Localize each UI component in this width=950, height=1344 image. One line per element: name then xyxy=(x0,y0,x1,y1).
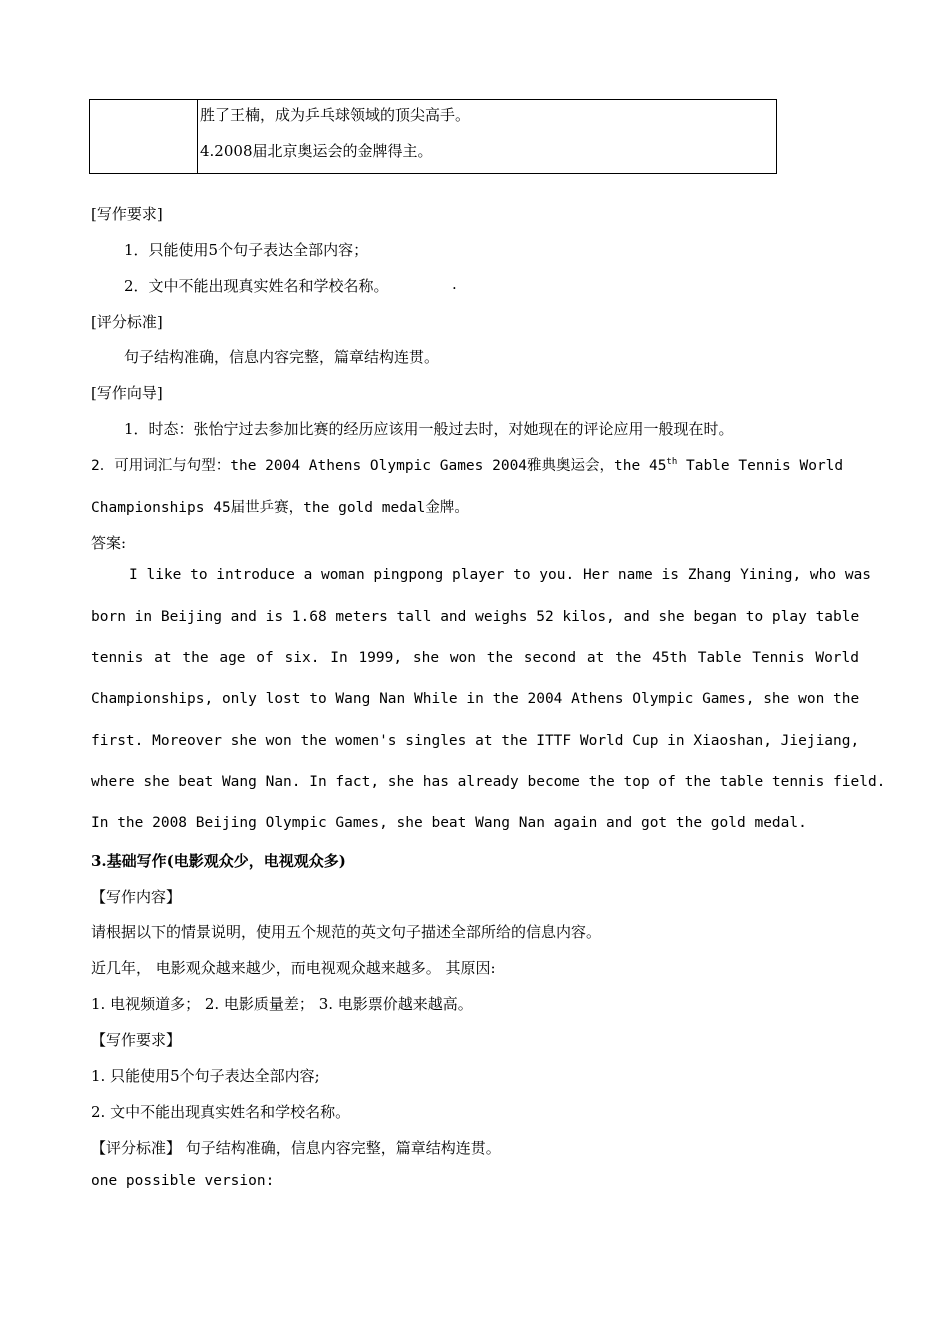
writing-req-item-2-tail: . xyxy=(452,275,457,293)
table-empty-cell xyxy=(90,100,198,174)
req-heading: 【写作要求】 xyxy=(91,1031,182,1049)
guide-heading: [写作向导] xyxy=(91,384,163,402)
writing-req-item-2: 2．文中不能出现真实姓名和学校名称。 xyxy=(124,277,389,295)
answer-line: Championships, only lost to Wang Nan While in the 2004 Athens Olympic Games, she won the xyxy=(91,691,860,707)
guide-item-2-b: Table Tennis World xyxy=(677,458,844,474)
req-item-2: 2. 文中不能出现真实姓名和学校名称。 xyxy=(91,1103,351,1121)
section-3-title: 3.基础写作(电影观众少，电视观众多) xyxy=(91,852,346,870)
score-text: 句子结构准确，信息内容完整，篇章结构连贯。 xyxy=(181,1139,501,1157)
guide-item-1: 1．时态：张怡宁过去参加比赛的经历应该用一般过去时，对她现在的评论应用一般现在时。 xyxy=(124,420,734,438)
table-line-2: 4.2008届北京奥运会的金牌得主。 xyxy=(200,142,433,160)
answer-line: I like to introduce a woman pingpong player to you. Her name is Zhang Yining, who was xyxy=(129,567,872,583)
instruction-text: 请根据以下的情景说明，使用五个规范的英文句子描述全部所给的信息内容。 xyxy=(91,923,602,941)
answer-line: tennis at the age of six. In 1999, she won the second at the 45th Table Tennis World xyxy=(91,650,859,666)
content-heading: 【写作内容】 xyxy=(91,888,182,906)
writing-req-heading: [写作要求] xyxy=(91,205,163,223)
writing-req-item-1: 1．只能使用5个句子表达全部内容； xyxy=(124,241,369,259)
table-line-1: 胜了王楠，成为乒乓球领域的顶尖高手。 xyxy=(200,106,471,124)
req-item-1: 1. 只能使用5个句子表达全部内容; xyxy=(91,1067,320,1085)
answer-line: where she beat Wang Nan. In fact, she has already become the top of the table tennis field. xyxy=(91,774,886,790)
reasons-text: 1. 电视频道多； 2. 电影质量差； 3. 电影票价越来越高。 xyxy=(91,995,473,1013)
answer-line: first. Moreover she won the women's singles at the ITTF World Cup in Xiaoshan, Jiejiang, xyxy=(91,733,860,749)
score-line xyxy=(91,1137,501,1158)
table-content-cell xyxy=(198,100,777,174)
possible-version-label: one possible version: xyxy=(91,1173,275,1189)
guide-item-2-cont: Championships 45届世乒赛，the gold medal金牌。 xyxy=(91,500,469,516)
scoring-text: 句子结构准确，信息内容完整，篇章结构连贯。 xyxy=(124,348,440,366)
guide-item-2 xyxy=(91,454,843,475)
answer-line: born in Beijing and is 1.68 meters tall and weighs 52 kilos, and she began to play table xyxy=(91,609,860,625)
score-heading: 【评分标准】 xyxy=(91,1139,182,1157)
answer-label: 答案: xyxy=(91,534,127,552)
scoring-heading: [评分标准] xyxy=(91,313,163,331)
info-table xyxy=(89,99,777,174)
answer-line-last: In the 2008 Beijing Olympic Games, she beat Wang Nan again and got the gold medal. xyxy=(91,815,807,831)
guide-item-2-a: 2．可用词汇与句型：the 2004 Athens Olympic Games 2004雅典奥运会，the 45 xyxy=(91,458,667,474)
guide-item-2-sup: th xyxy=(666,457,678,468)
situation-text: 近几年， 电影观众越来越少，而电视观众越来越多。 其原因: xyxy=(91,959,496,977)
